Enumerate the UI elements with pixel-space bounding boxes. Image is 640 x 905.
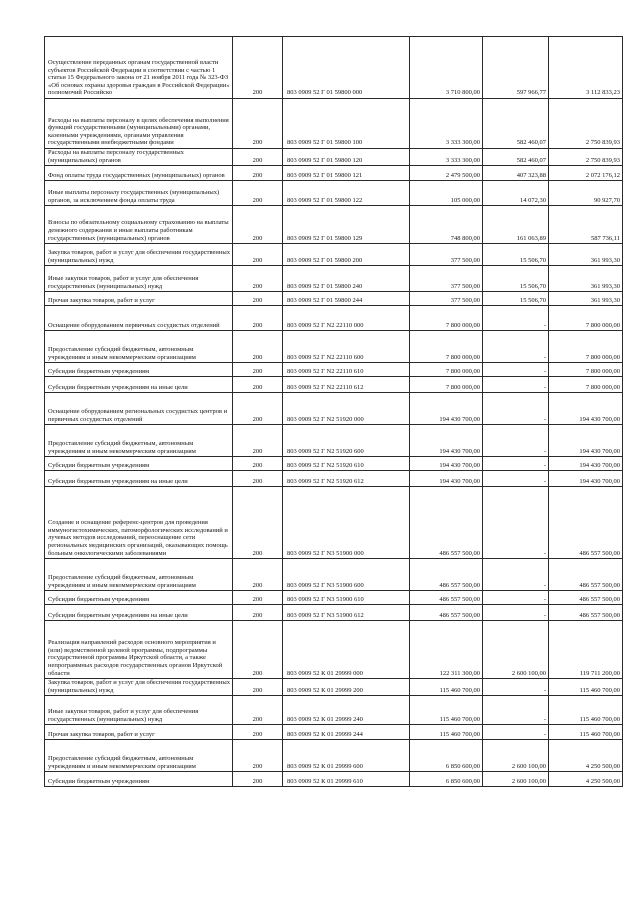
row-executed: 14 072,30 bbox=[483, 181, 549, 206]
row-expense-code: 803 0909 52 Г 01 59800 129 bbox=[283, 206, 410, 244]
row-line-code: 200 bbox=[233, 559, 283, 591]
row-name: Иные закупки товаров, работ и услуг для обеспечения государственных (муниципальных) нужд bbox=[45, 696, 233, 725]
row-executed: - bbox=[483, 471, 549, 487]
row-remaining: 2 072 176,12 bbox=[549, 166, 623, 181]
table-row bbox=[45, 181, 623, 206]
row-line-code: 200 bbox=[233, 166, 283, 181]
row-expense-code: 803 0909 52 Г N2 22110 600 bbox=[283, 331, 410, 363]
row-line-code: 200 bbox=[233, 457, 283, 471]
row-remaining: 194 430 700,00 bbox=[549, 393, 623, 425]
table-row bbox=[45, 166, 623, 181]
row-line-code: 200 bbox=[233, 377, 283, 393]
row-approved: 122 311 300,00 bbox=[410, 621, 483, 679]
row-name: Субсидии бюджетным учреждениям bbox=[45, 457, 233, 471]
row-name: Реализация направлений расходов основного мероприятия и (или) ведомственной целевой программы, подпрограммы государственной программы Иркутской области, а также непрограммных расходов государственных органов Иркутской области bbox=[45, 621, 233, 679]
row-executed: 15 506,70 bbox=[483, 292, 549, 306]
row-remaining: 4 250 500,00 bbox=[549, 772, 623, 787]
row-expense-code: 803 0909 52 Г 01 59800 244 bbox=[283, 292, 410, 306]
row-approved: 194 430 700,00 bbox=[410, 457, 483, 471]
row-executed: 407 323,88 bbox=[483, 166, 549, 181]
table-row bbox=[45, 679, 623, 696]
row-expense-code: 803 0909 52 Г 01 59800 240 bbox=[283, 266, 410, 292]
row-line-code: 200 bbox=[233, 149, 283, 166]
row-expense-code: 803 0909 52 Г N2 22110 610 bbox=[283, 363, 410, 377]
table-row bbox=[45, 772, 623, 787]
row-approved: 7 800 000,00 bbox=[410, 363, 483, 377]
row-approved: 7 800 000,00 bbox=[410, 377, 483, 393]
row-approved: 377 500,00 bbox=[410, 266, 483, 292]
row-name: Иные закупки товаров, работ и услуг для обеспечения государственных (муниципальных) нужд bbox=[45, 266, 233, 292]
table-row bbox=[45, 37, 623, 99]
table-row bbox=[45, 266, 623, 292]
row-approved: 486 557 500,00 bbox=[410, 559, 483, 591]
row-line-code: 200 bbox=[233, 487, 283, 559]
row-expense-code: 803 0909 52 Г N3 51900 600 bbox=[283, 559, 410, 591]
table-row bbox=[45, 457, 623, 471]
row-approved: 105 000,00 bbox=[410, 181, 483, 206]
row-executed: - bbox=[483, 377, 549, 393]
row-executed: - bbox=[483, 725, 549, 740]
row-name: Фонд оплаты труда государственных (муниципальных) органов bbox=[45, 166, 233, 181]
row-expense-code: 803 0909 52 Г 01 59800 100 bbox=[283, 99, 410, 149]
row-remaining: 194 430 700,00 bbox=[549, 457, 623, 471]
table-row bbox=[45, 393, 623, 425]
row-approved: 6 850 600,00 bbox=[410, 772, 483, 787]
row-approved: 6 850 600,00 bbox=[410, 740, 483, 772]
row-executed: - bbox=[483, 457, 549, 471]
row-executed: - bbox=[483, 679, 549, 696]
row-remaining: 194 430 700,00 bbox=[549, 425, 623, 457]
row-expense-code: 803 0909 52 К 01 29999 240 bbox=[283, 696, 410, 725]
row-remaining: 7 800 000,00 bbox=[549, 331, 623, 363]
row-name: Иные выплаты персоналу государственных (муниципальных) органов, за исключением фонда оплаты труда bbox=[45, 181, 233, 206]
row-approved: 2 479 500,00 bbox=[410, 166, 483, 181]
row-expense-code: 803 0909 52 Г 01 59800 000 bbox=[283, 37, 410, 99]
row-remaining: 115 460 700,00 bbox=[549, 696, 623, 725]
row-expense-code: 803 0909 52 Г N3 51900 612 bbox=[283, 605, 410, 621]
row-approved: 115 460 700,00 bbox=[410, 725, 483, 740]
row-executed: 582 460,07 bbox=[483, 99, 549, 149]
row-line-code: 200 bbox=[233, 266, 283, 292]
row-expense-code: 803 0909 52 К 01 29999 610 bbox=[283, 772, 410, 787]
row-line-code: 200 bbox=[233, 696, 283, 725]
row-line-code: 200 bbox=[233, 621, 283, 679]
row-approved: 3 333 300,00 bbox=[410, 149, 483, 166]
row-approved: 486 557 500,00 bbox=[410, 487, 483, 559]
row-remaining: 486 557 500,00 bbox=[549, 605, 623, 621]
row-approved: 115 460 700,00 bbox=[410, 679, 483, 696]
row-name: Субсидии бюджетным учреждениям bbox=[45, 772, 233, 787]
table-row bbox=[45, 471, 623, 487]
row-expense-code: 803 0909 52 Г 01 59800 200 bbox=[283, 244, 410, 266]
row-expense-code: 803 0909 52 Г N2 51920 610 bbox=[283, 457, 410, 471]
row-name: Оснащение оборудованием первичных сосудистых отделений bbox=[45, 306, 233, 331]
row-remaining: 2 750 839,93 bbox=[549, 99, 623, 149]
row-expense-code: 803 0909 52 Г N3 51900 000 bbox=[283, 487, 410, 559]
row-expense-code: 803 0909 52 Г N3 51900 610 bbox=[283, 591, 410, 605]
row-expense-code: 803 0909 52 Г N2 51920 000 bbox=[283, 393, 410, 425]
row-remaining: 7 800 000,00 bbox=[549, 363, 623, 377]
row-name: Прочая закупка товаров, работ и услуг bbox=[45, 292, 233, 306]
row-line-code: 200 bbox=[233, 605, 283, 621]
row-name: Расходы на выплаты персоналу государственных (муниципальных) органов bbox=[45, 149, 233, 166]
row-line-code: 200 bbox=[233, 363, 283, 377]
row-executed: - bbox=[483, 696, 549, 725]
row-name: Осуществление переданных органам государственной власти субъектов Российской Федерации в соответствии с частью 1 статьи 15 Федерального закона от 21 ноября 2011 года № 323-ФЗ «Об основах охраны здоровья граждан в Российской Федерации» полномочий Российско bbox=[45, 37, 233, 99]
row-expense-code: 803 0909 52 Г 01 59800 122 bbox=[283, 181, 410, 206]
row-executed: 2 600 100,00 bbox=[483, 740, 549, 772]
row-expense-code: 803 0909 52 К 01 29999 200 bbox=[283, 679, 410, 696]
table-row bbox=[45, 559, 623, 591]
row-name: Предоставление субсидий бюджетным, автономным учреждениям и иным некоммерческим организациям bbox=[45, 425, 233, 457]
row-approved: 194 430 700,00 bbox=[410, 393, 483, 425]
row-name: Субсидии бюджетным учреждениям на иные цели bbox=[45, 471, 233, 487]
row-line-code: 200 bbox=[233, 679, 283, 696]
row-name: Предоставление субсидий бюджетным, автономным учреждениям и иным некоммерческим организациям bbox=[45, 331, 233, 363]
row-executed: 2 600 100,00 bbox=[483, 772, 549, 787]
row-remaining: 486 557 500,00 bbox=[549, 591, 623, 605]
table-row bbox=[45, 149, 623, 166]
row-expense-code: 803 0909 52 К 01 29999 600 bbox=[283, 740, 410, 772]
row-executed: - bbox=[483, 331, 549, 363]
row-line-code: 200 bbox=[233, 471, 283, 487]
row-line-code: 200 bbox=[233, 740, 283, 772]
row-line-code: 200 bbox=[233, 206, 283, 244]
row-remaining: 361 993,30 bbox=[549, 266, 623, 292]
row-executed: 582 460,07 bbox=[483, 149, 549, 166]
row-line-code: 200 bbox=[233, 306, 283, 331]
row-approved: 748 800,00 bbox=[410, 206, 483, 244]
row-remaining: 4 250 500,00 bbox=[549, 740, 623, 772]
row-line-code: 200 bbox=[233, 331, 283, 363]
row-expense-code: 803 0909 52 Г 01 59800 120 bbox=[283, 149, 410, 166]
table-row bbox=[45, 487, 623, 559]
table-row bbox=[45, 99, 623, 149]
row-expense-code: 803 0909 52 К 01 29999 244 bbox=[283, 725, 410, 740]
row-name: Субсидии бюджетным учреждениям bbox=[45, 363, 233, 377]
row-remaining: 115 460 700,00 bbox=[549, 679, 623, 696]
table-row bbox=[45, 306, 623, 331]
row-line-code: 200 bbox=[233, 37, 283, 99]
row-remaining: 194 430 700,00 bbox=[549, 471, 623, 487]
row-approved: 194 430 700,00 bbox=[410, 425, 483, 457]
row-approved: 3 333 300,00 bbox=[410, 99, 483, 149]
row-approved: 377 500,00 bbox=[410, 244, 483, 266]
row-executed: 597 966,77 bbox=[483, 37, 549, 99]
row-remaining: 115 460 700,00 bbox=[549, 725, 623, 740]
row-remaining: 2 750 839,93 bbox=[549, 149, 623, 166]
row-executed: 161 063,89 bbox=[483, 206, 549, 244]
table-row bbox=[45, 605, 623, 621]
row-executed: 15 506,70 bbox=[483, 266, 549, 292]
row-approved: 486 557 500,00 bbox=[410, 605, 483, 621]
row-remaining: 7 800 000,00 bbox=[549, 306, 623, 331]
row-executed: - bbox=[483, 559, 549, 591]
table-row bbox=[45, 725, 623, 740]
table-row bbox=[45, 363, 623, 377]
row-line-code: 200 bbox=[233, 591, 283, 605]
row-expense-code: 803 0909 52 К 01 29999 000 bbox=[283, 621, 410, 679]
row-expense-code: 803 0909 52 Г N2 51920 600 bbox=[283, 425, 410, 457]
row-executed: - bbox=[483, 306, 549, 331]
row-expense-code: 803 0909 52 Г N2 22110 000 bbox=[283, 306, 410, 331]
row-name: Предоставление субсидий бюджетным, автономным учреждениям и иным некоммерческим организациям bbox=[45, 559, 233, 591]
row-approved: 486 557 500,00 bbox=[410, 591, 483, 605]
row-remaining: 119 711 200,00 bbox=[549, 621, 623, 679]
row-name: Предоставление субсидий бюджетным, автономным учреждениям и иным некоммерческим организациям bbox=[45, 740, 233, 772]
row-executed: - bbox=[483, 487, 549, 559]
table-row bbox=[45, 292, 623, 306]
table-row bbox=[45, 621, 623, 679]
budget-table-body bbox=[45, 37, 623, 787]
table-row bbox=[45, 331, 623, 363]
table-row bbox=[45, 206, 623, 244]
row-line-code: 200 bbox=[233, 425, 283, 457]
row-remaining: 7 800 000,00 bbox=[549, 377, 623, 393]
table-row bbox=[45, 740, 623, 772]
table-row bbox=[45, 377, 623, 393]
row-name: Субсидии бюджетным учреждениям на иные цели bbox=[45, 377, 233, 393]
row-expense-code: 803 0909 52 Г 01 59800 121 bbox=[283, 166, 410, 181]
row-approved: 194 430 700,00 bbox=[410, 471, 483, 487]
row-line-code: 200 bbox=[233, 725, 283, 740]
row-approved: 115 460 700,00 bbox=[410, 696, 483, 725]
row-executed: - bbox=[483, 605, 549, 621]
table-row bbox=[45, 244, 623, 266]
row-remaining: 587 736,11 bbox=[549, 206, 623, 244]
row-name: Оснащение оборудованием региональных сосудистых центров и первичных сосудистых отделений bbox=[45, 393, 233, 425]
row-name: Прочая закупка товаров, работ и услуг bbox=[45, 725, 233, 740]
row-name: Закупка товаров, работ и услуг для обеспечения государственных (муниципальных) нужд bbox=[45, 244, 233, 266]
row-approved: 7 800 000,00 bbox=[410, 306, 483, 331]
row-remaining: 486 557 500,00 bbox=[549, 559, 623, 591]
row-remaining: 361 993,30 bbox=[549, 244, 623, 266]
row-approved: 377 500,00 bbox=[410, 292, 483, 306]
table-row bbox=[45, 425, 623, 457]
row-name: Взносы по обязательному социальному страхованию на выплаты денежного содержания и иные выплаты работникам государственных (муниципальных) органов bbox=[45, 206, 233, 244]
row-name: Субсидии бюджетным учреждениям на иные цели bbox=[45, 605, 233, 621]
row-executed: - bbox=[483, 425, 549, 457]
row-line-code: 200 bbox=[233, 292, 283, 306]
row-remaining: 3 112 833,23 bbox=[549, 37, 623, 99]
row-executed: - bbox=[483, 393, 549, 425]
row-line-code: 200 bbox=[233, 99, 283, 149]
row-remaining: 90 927,70 bbox=[549, 181, 623, 206]
row-expense-code: 803 0909 52 Г N2 22110 612 bbox=[283, 377, 410, 393]
row-approved: 7 800 000,00 bbox=[410, 331, 483, 363]
row-remaining: 361 993,30 bbox=[549, 292, 623, 306]
row-name: Субсидии бюджетным учреждениям bbox=[45, 591, 233, 605]
row-approved: 3 710 800,00 bbox=[410, 37, 483, 99]
row-remaining: 486 557 500,00 bbox=[549, 487, 623, 559]
table-row bbox=[45, 696, 623, 725]
row-line-code: 200 bbox=[233, 244, 283, 266]
row-executed: - bbox=[483, 363, 549, 377]
row-name: Закупка товаров, работ и услуг для обеспечения государственных (муниципальных) нужд bbox=[45, 679, 233, 696]
row-name: Создание и оснащение референс-центров для проведения иммуногистохимических, патоморфологических исследований и лучевых методов исследований, переоснащение сети региональных медицинских организаций, оказывающих помощь больным онкологическими заболеваниями bbox=[45, 487, 233, 559]
row-line-code: 200 bbox=[233, 181, 283, 206]
row-executed: 15 506,70 bbox=[483, 244, 549, 266]
row-line-code: 200 bbox=[233, 772, 283, 787]
row-executed: - bbox=[483, 591, 549, 605]
row-line-code: 200 bbox=[233, 393, 283, 425]
budget-execution-sheet bbox=[44, 36, 623, 787]
table-row bbox=[45, 591, 623, 605]
row-executed: 2 600 100,00 bbox=[483, 621, 549, 679]
row-expense-code: 803 0909 52 Г N2 51920 612 bbox=[283, 471, 410, 487]
budget-table bbox=[44, 36, 623, 787]
row-name: Расходы на выплаты персоналу в целях обеспечения выполнения функций государственными (муниципальными) органами, казенными учреждениями, органами управления государственными внебюджетными фондами bbox=[45, 99, 233, 149]
